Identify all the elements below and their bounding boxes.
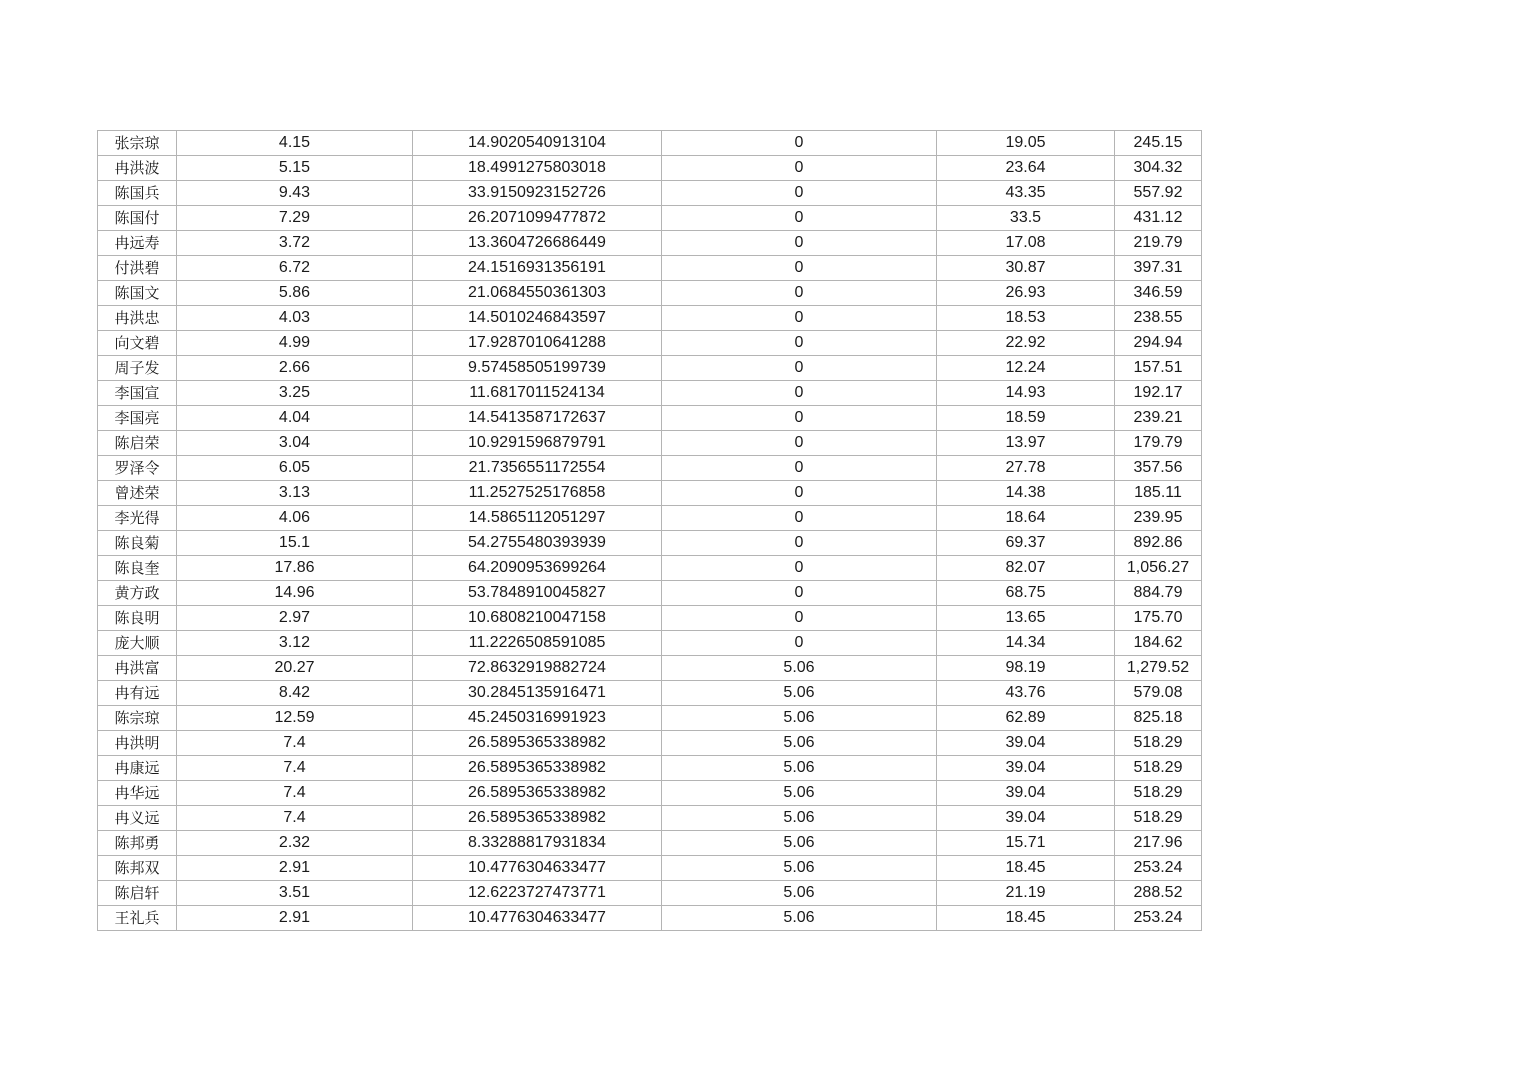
col2-cell: 7.29 <box>177 206 413 231</box>
col4-cell: 0 <box>662 606 937 631</box>
col6-cell: 157.51 <box>1115 356 1202 381</box>
col6-cell: 557.92 <box>1115 181 1202 206</box>
table-row <box>98 681 1202 706</box>
table-row <box>98 581 1202 606</box>
col5-cell: 39.04 <box>937 731 1115 756</box>
col6-cell: 253.24 <box>1115 856 1202 881</box>
col5-cell: 33.5 <box>937 206 1115 231</box>
col2-cell: 6.72 <box>177 256 413 281</box>
col4-cell: 0 <box>662 431 937 456</box>
col5-cell: 18.45 <box>937 906 1115 931</box>
col3-cell: 21.7356551172554 <box>413 456 662 481</box>
col5-cell: 39.04 <box>937 756 1115 781</box>
col2-cell: 4.04 <box>177 406 413 431</box>
name-cell: 李光得 <box>98 506 177 531</box>
table-row <box>98 856 1202 881</box>
col2-cell: 4.06 <box>177 506 413 531</box>
col2-cell: 4.99 <box>177 331 413 356</box>
col5-cell: 22.92 <box>937 331 1115 356</box>
col5-cell: 14.93 <box>937 381 1115 406</box>
col3-cell: 21.0684550361303 <box>413 281 662 306</box>
col6-cell: 518.29 <box>1115 781 1202 806</box>
table-row <box>98 181 1202 206</box>
name-cell: 冉洪波 <box>98 156 177 181</box>
col6-cell: 239.95 <box>1115 506 1202 531</box>
col4-cell: 0 <box>662 556 937 581</box>
name-cell: 陈宗琼 <box>98 706 177 731</box>
col3-cell: 11.2226508591085 <box>413 631 662 656</box>
col2-cell: 20.27 <box>177 656 413 681</box>
table-row <box>98 406 1202 431</box>
col5-cell: 18.45 <box>937 856 1115 881</box>
col3-cell: 26.5895365338982 <box>413 756 662 781</box>
col2-cell: 3.25 <box>177 381 413 406</box>
col5-cell: 68.75 <box>937 581 1115 606</box>
name-cell: 黄方政 <box>98 581 177 606</box>
col3-cell: 30.2845135916471 <box>413 681 662 706</box>
col6-cell: 431.12 <box>1115 206 1202 231</box>
col6-cell: 185.11 <box>1115 481 1202 506</box>
col3-cell: 18.4991275803018 <box>413 156 662 181</box>
col3-cell: 26.2071099477872 <box>413 206 662 231</box>
col4-cell: 5.06 <box>662 906 937 931</box>
col4-cell: 0 <box>662 231 937 256</box>
name-cell: 冉洪富 <box>98 656 177 681</box>
col2-cell: 2.32 <box>177 831 413 856</box>
col6-cell: 192.17 <box>1115 381 1202 406</box>
col4-cell: 0 <box>662 356 937 381</box>
col5-cell: 39.04 <box>937 806 1115 831</box>
name-cell: 陈良奎 <box>98 556 177 581</box>
name-cell: 冉洪忠 <box>98 306 177 331</box>
col2-cell: 2.97 <box>177 606 413 631</box>
col2-cell: 3.72 <box>177 231 413 256</box>
col5-cell: 98.19 <box>937 656 1115 681</box>
col6-cell: 239.21 <box>1115 406 1202 431</box>
col3-cell: 9.57458505199739 <box>413 356 662 381</box>
table-row <box>98 331 1202 356</box>
col3-cell: 10.4776304633477 <box>413 906 662 931</box>
name-cell: 陈良菊 <box>98 531 177 556</box>
col2-cell: 7.4 <box>177 731 413 756</box>
table-row <box>98 481 1202 506</box>
col2-cell: 3.51 <box>177 881 413 906</box>
table-row <box>98 431 1202 456</box>
col3-cell: 33.9150923152726 <box>413 181 662 206</box>
col3-cell: 13.3604726686449 <box>413 231 662 256</box>
col5-cell: 18.53 <box>937 306 1115 331</box>
col5-cell: 15.71 <box>937 831 1115 856</box>
col4-cell: 0 <box>662 406 937 431</box>
name-cell: 曾述荣 <box>98 481 177 506</box>
table-row <box>98 781 1202 806</box>
col2-cell: 4.15 <box>177 131 413 156</box>
col6-cell: 825.18 <box>1115 706 1202 731</box>
col6-cell: 253.24 <box>1115 906 1202 931</box>
col6-cell: 217.96 <box>1115 831 1202 856</box>
col3-cell: 14.9020540913104 <box>413 131 662 156</box>
name-cell: 李国亮 <box>98 406 177 431</box>
table-row <box>98 381 1202 406</box>
col4-cell: 5.06 <box>662 681 937 706</box>
col6-cell: 245.15 <box>1115 131 1202 156</box>
table-row <box>98 906 1202 931</box>
col4-cell: 5.06 <box>662 831 937 856</box>
col6-cell: 518.29 <box>1115 756 1202 781</box>
col5-cell: 19.05 <box>937 131 1115 156</box>
table-row <box>98 306 1202 331</box>
col6-cell: 1,056.27 <box>1115 556 1202 581</box>
data-table <box>97 130 1202 931</box>
table-row <box>98 706 1202 731</box>
col4-cell: 5.06 <box>662 706 937 731</box>
col4-cell: 5.06 <box>662 656 937 681</box>
col4-cell: 0 <box>662 631 937 656</box>
col3-cell: 53.7848910045827 <box>413 581 662 606</box>
col5-cell: 13.97 <box>937 431 1115 456</box>
table-body <box>98 131 1202 931</box>
col3-cell: 11.6817011524134 <box>413 381 662 406</box>
name-cell: 罗泽令 <box>98 456 177 481</box>
col6-cell: 179.79 <box>1115 431 1202 456</box>
col4-cell: 0 <box>662 181 937 206</box>
table-row <box>98 656 1202 681</box>
col3-cell: 72.8632919882724 <box>413 656 662 681</box>
col2-cell: 2.91 <box>177 856 413 881</box>
col5-cell: 17.08 <box>937 231 1115 256</box>
col6-cell: 184.62 <box>1115 631 1202 656</box>
name-cell: 陈邦勇 <box>98 831 177 856</box>
col2-cell: 3.12 <box>177 631 413 656</box>
col2-cell: 2.66 <box>177 356 413 381</box>
col4-cell: 5.06 <box>662 881 937 906</box>
col5-cell: 18.64 <box>937 506 1115 531</box>
col2-cell: 3.04 <box>177 431 413 456</box>
col2-cell: 7.4 <box>177 806 413 831</box>
col4-cell: 0 <box>662 206 937 231</box>
col2-cell: 15.1 <box>177 531 413 556</box>
name-cell: 陈国兵 <box>98 181 177 206</box>
name-cell: 冉远寿 <box>98 231 177 256</box>
name-cell: 陈国文 <box>98 281 177 306</box>
table-row <box>98 881 1202 906</box>
name-cell: 冉有远 <box>98 681 177 706</box>
table-row <box>98 131 1202 156</box>
col4-cell: 0 <box>662 131 937 156</box>
col3-cell: 11.2527525176858 <box>413 481 662 506</box>
table-row <box>98 606 1202 631</box>
col5-cell: 26.93 <box>937 281 1115 306</box>
col2-cell: 17.86 <box>177 556 413 581</box>
col5-cell: 13.65 <box>937 606 1115 631</box>
col2-cell: 7.4 <box>177 756 413 781</box>
table-row <box>98 731 1202 756</box>
table-row <box>98 206 1202 231</box>
col2-cell: 9.43 <box>177 181 413 206</box>
table-row <box>98 531 1202 556</box>
col4-cell: 0 <box>662 156 937 181</box>
col5-cell: 43.76 <box>937 681 1115 706</box>
col4-cell: 0 <box>662 306 937 331</box>
col6-cell: 884.79 <box>1115 581 1202 606</box>
col5-cell: 14.38 <box>937 481 1115 506</box>
col3-cell: 12.6223727473771 <box>413 881 662 906</box>
col6-cell: 219.79 <box>1115 231 1202 256</box>
col4-cell: 5.06 <box>662 781 937 806</box>
col3-cell: 26.5895365338982 <box>413 781 662 806</box>
col4-cell: 5.06 <box>662 731 937 756</box>
col3-cell: 26.5895365338982 <box>413 731 662 756</box>
col4-cell: 0 <box>662 256 937 281</box>
col2-cell: 8.42 <box>177 681 413 706</box>
col6-cell: 518.29 <box>1115 731 1202 756</box>
col3-cell: 14.5010246843597 <box>413 306 662 331</box>
col4-cell: 0 <box>662 506 937 531</box>
table-row <box>98 506 1202 531</box>
col2-cell: 3.13 <box>177 481 413 506</box>
name-cell: 冉义远 <box>98 806 177 831</box>
name-cell: 冉洪明 <box>98 731 177 756</box>
col5-cell: 23.64 <box>937 156 1115 181</box>
col3-cell: 24.1516931356191 <box>413 256 662 281</box>
col6-cell: 357.56 <box>1115 456 1202 481</box>
table-row <box>98 231 1202 256</box>
col3-cell: 64.2090953699264 <box>413 556 662 581</box>
col6-cell: 579.08 <box>1115 681 1202 706</box>
col3-cell: 17.9287010641288 <box>413 331 662 356</box>
col4-cell: 0 <box>662 281 937 306</box>
col5-cell: 39.04 <box>937 781 1115 806</box>
name-cell: 王礼兵 <box>98 906 177 931</box>
col2-cell: 12.59 <box>177 706 413 731</box>
name-cell: 陈启轩 <box>98 881 177 906</box>
col4-cell: 0 <box>662 456 937 481</box>
col2-cell: 6.05 <box>177 456 413 481</box>
col2-cell: 5.15 <box>177 156 413 181</box>
col4-cell: 5.06 <box>662 806 937 831</box>
col2-cell: 14.96 <box>177 581 413 606</box>
col2-cell: 4.03 <box>177 306 413 331</box>
col5-cell: 21.19 <box>937 881 1115 906</box>
col6-cell: 175.70 <box>1115 606 1202 631</box>
name-cell: 冉康远 <box>98 756 177 781</box>
col2-cell: 7.4 <box>177 781 413 806</box>
name-cell: 陈启荣 <box>98 431 177 456</box>
name-cell: 向文碧 <box>98 331 177 356</box>
col4-cell: 0 <box>662 531 937 556</box>
col6-cell: 294.94 <box>1115 331 1202 356</box>
table-row <box>98 281 1202 306</box>
col4-cell: 0 <box>662 581 937 606</box>
col4-cell: 5.06 <box>662 856 937 881</box>
col5-cell: 18.59 <box>937 406 1115 431</box>
col5-cell: 69.37 <box>937 531 1115 556</box>
table-row <box>98 806 1202 831</box>
table-row <box>98 456 1202 481</box>
col3-cell: 45.2450316991923 <box>413 706 662 731</box>
col4-cell: 0 <box>662 481 937 506</box>
col3-cell: 26.5895365338982 <box>413 806 662 831</box>
name-cell: 周子发 <box>98 356 177 381</box>
col6-cell: 397.31 <box>1115 256 1202 281</box>
col6-cell: 518.29 <box>1115 806 1202 831</box>
col3-cell: 8.33288817931834 <box>413 831 662 856</box>
name-cell: 陈良明 <box>98 606 177 631</box>
col5-cell: 43.35 <box>937 181 1115 206</box>
name-cell: 陈邦双 <box>98 856 177 881</box>
col6-cell: 346.59 <box>1115 281 1202 306</box>
col3-cell: 10.6808210047158 <box>413 606 662 631</box>
table-row <box>98 631 1202 656</box>
col3-cell: 10.9291596879791 <box>413 431 662 456</box>
col6-cell: 238.55 <box>1115 306 1202 331</box>
name-cell: 付洪碧 <box>98 256 177 281</box>
col6-cell: 304.32 <box>1115 156 1202 181</box>
col6-cell: 892.86 <box>1115 531 1202 556</box>
col5-cell: 14.34 <box>937 631 1115 656</box>
col2-cell: 5.86 <box>177 281 413 306</box>
table-row <box>98 256 1202 281</box>
col4-cell: 0 <box>662 331 937 356</box>
table-row <box>98 356 1202 381</box>
col6-cell: 1,279.52 <box>1115 656 1202 681</box>
col3-cell: 10.4776304633477 <box>413 856 662 881</box>
table-row <box>98 556 1202 581</box>
name-cell: 张宗琼 <box>98 131 177 156</box>
name-cell: 冉华远 <box>98 781 177 806</box>
name-cell: 李国宣 <box>98 381 177 406</box>
table-row <box>98 831 1202 856</box>
col5-cell: 82.07 <box>937 556 1115 581</box>
col5-cell: 30.87 <box>937 256 1115 281</box>
col5-cell: 27.78 <box>937 456 1115 481</box>
name-cell: 陈国付 <box>98 206 177 231</box>
table-row <box>98 156 1202 181</box>
col5-cell: 62.89 <box>937 706 1115 731</box>
col3-cell: 54.2755480393939 <box>413 531 662 556</box>
col2-cell: 2.91 <box>177 906 413 931</box>
col3-cell: 14.5865112051297 <box>413 506 662 531</box>
col3-cell: 14.5413587172637 <box>413 406 662 431</box>
col5-cell: 12.24 <box>937 356 1115 381</box>
table-row <box>98 756 1202 781</box>
name-cell: 庞大顺 <box>98 631 177 656</box>
col4-cell: 5.06 <box>662 756 937 781</box>
col4-cell: 0 <box>662 381 937 406</box>
col6-cell: 288.52 <box>1115 881 1202 906</box>
